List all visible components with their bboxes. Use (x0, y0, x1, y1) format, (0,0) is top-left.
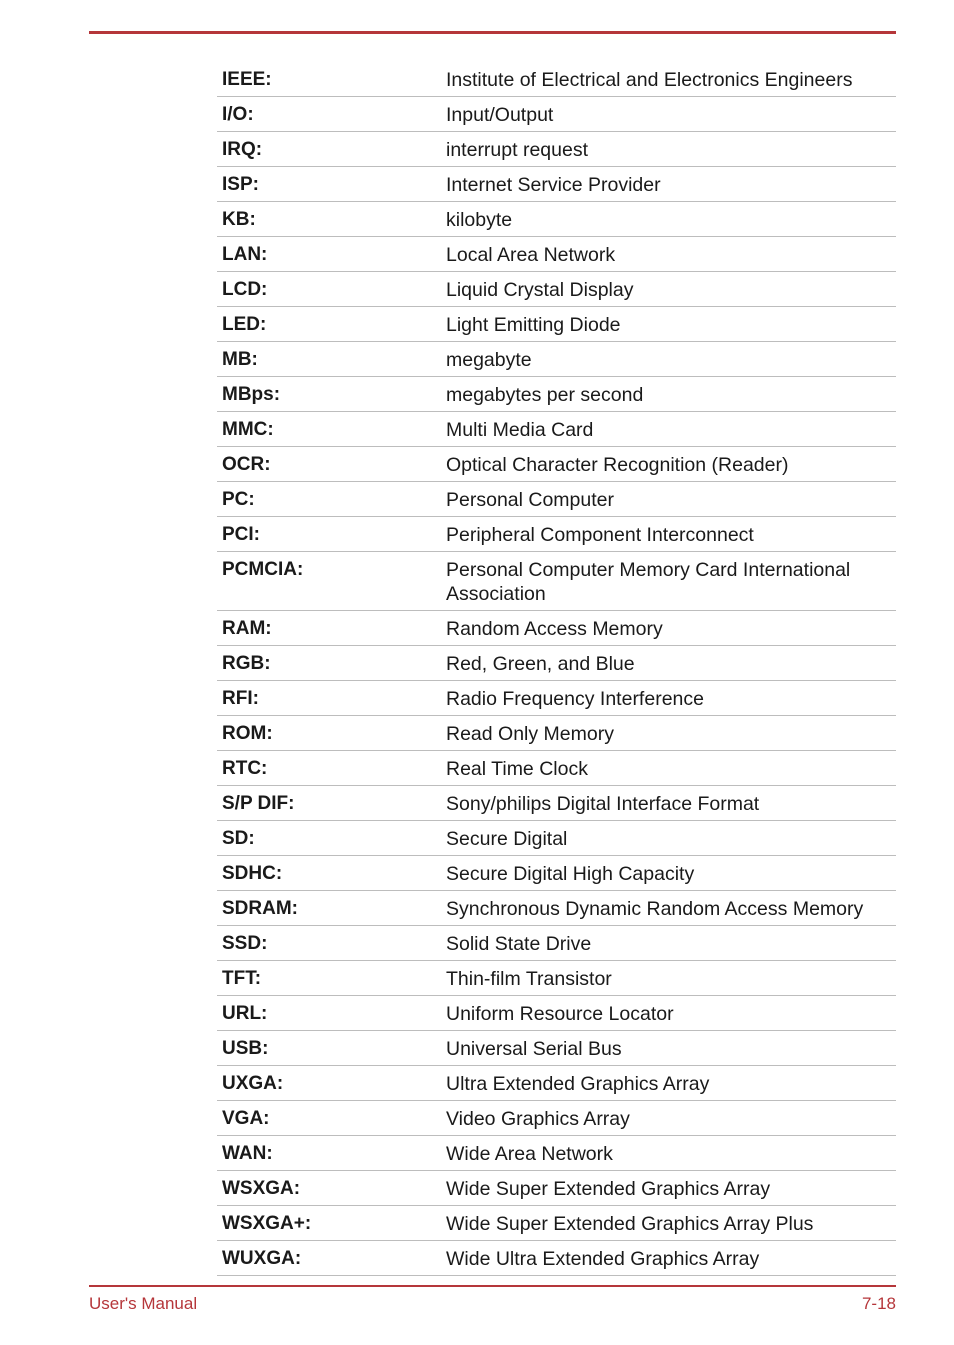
glossary-term: WUXGA: (222, 1248, 302, 1269)
glossary-definition: Peripheral Component Interconnect (446, 524, 754, 546)
glossary-definition: Red, Green, and Blue (446, 653, 635, 675)
glossary-term: USB: (222, 1038, 269, 1059)
glossary-definition: Synchronous Dynamic Random Access Memory (446, 898, 864, 920)
glossary-row (217, 786, 896, 821)
glossary-term: SDHC: (222, 863, 283, 884)
glossary-term: RAM: (222, 618, 272, 639)
glossary-row (217, 646, 896, 681)
glossary-row (217, 611, 896, 646)
glossary-row (217, 821, 896, 856)
glossary-definition: megabytes per second (446, 384, 644, 406)
glossary-term: IEEE: (222, 69, 272, 90)
glossary-term: RTC: (222, 758, 268, 779)
glossary-row (217, 751, 896, 786)
glossary-definition: Secure Digital High Capacity (446, 863, 695, 885)
glossary-row (217, 716, 896, 751)
glossary-definition: Radio Frequency Interference (446, 688, 704, 710)
glossary-term: SDRAM: (222, 898, 298, 919)
glossary-term: SD: (222, 828, 255, 849)
glossary-term: MBps: (222, 384, 281, 405)
glossary-term: WSXGA+: (222, 1213, 312, 1234)
glossary-row (217, 1136, 896, 1171)
glossary-definition: Input/Output (446, 104, 554, 126)
glossary-term: WSXGA: (222, 1178, 301, 1199)
glossary-definition: Liquid Crystal Display (446, 279, 634, 301)
glossary-term: LED: (222, 314, 267, 335)
glossary-definition: Institute of Electrical and Electronics Engineers (446, 69, 853, 91)
glossary-definition: Real Time Clock (446, 758, 588, 780)
glossary-term: ISP: (222, 174, 259, 195)
glossary-row (217, 1241, 896, 1276)
glossary-definition: kilobyte (446, 209, 513, 231)
glossary-term: PCMCIA: (222, 559, 304, 580)
glossary-row (217, 1066, 896, 1101)
glossary-row (217, 272, 896, 307)
glossary-definition: megabyte (446, 349, 532, 371)
glossary-term: MB: (222, 349, 258, 370)
glossary-definition: Wide Ultra Extended Graphics Array (446, 1248, 760, 1270)
glossary-row (217, 856, 896, 891)
glossary-term: LCD: (222, 279, 268, 300)
glossary-row (217, 237, 896, 272)
glossary-row (217, 412, 896, 447)
glossary-definition: Thin-film Transistor (446, 968, 612, 990)
glossary-row (217, 996, 896, 1031)
glossary-row (217, 447, 896, 482)
glossary-definition: Wide Super Extended Graphics Array Plus (446, 1213, 814, 1235)
glossary-row (217, 167, 896, 202)
glossary-definition: Sony/philips Digital Interface Format (446, 793, 760, 815)
glossary-row (217, 1101, 896, 1136)
glossary-definition: Solid State Drive (446, 933, 592, 955)
glossary-row (217, 62, 896, 97)
glossary-definition: Wide Area Network (446, 1143, 613, 1165)
footer-manual-title: User's Manual (89, 1294, 198, 1313)
footer-page-number: 7-18 (861, 1294, 896, 1313)
glossary-definition: Personal Computer (446, 489, 614, 511)
glossary-definition: Personal Computer Memory Card International Association (446, 559, 851, 605)
glossary-row (217, 307, 896, 342)
glossary-term: RFI: (222, 688, 259, 709)
glossary-definition: Read Only Memory (446, 723, 614, 745)
glossary-row (217, 961, 896, 996)
glossary-term: VGA: (222, 1108, 270, 1129)
glossary-definition: Optical Character Recognition (Reader) (446, 454, 789, 476)
header-rule (89, 31, 896, 34)
glossary-definition: Internet Service Provider (446, 174, 661, 196)
glossary-row (217, 891, 896, 926)
glossary-term: OCR: (222, 454, 271, 475)
glossary-term: LAN: (222, 244, 268, 265)
glossary-table (217, 62, 896, 1276)
glossary-row (217, 342, 896, 377)
glossary-term: IRQ: (222, 139, 263, 160)
glossary-row (217, 1206, 896, 1241)
glossary-row (217, 1171, 896, 1206)
glossary-definition: Secure Digital (446, 828, 568, 850)
glossary-row (217, 377, 896, 412)
glossary-term: TFT: (222, 968, 262, 989)
footer-rule (89, 1285, 896, 1287)
glossary-definition: Light Emitting Diode (446, 314, 621, 336)
glossary-row (217, 517, 896, 552)
glossary-row (217, 1031, 896, 1066)
glossary-definition: Multi Media Card (446, 419, 594, 441)
glossary-term: KB: (222, 209, 256, 230)
glossary-term: ROM: (222, 723, 273, 744)
glossary-term: URL: (222, 1003, 268, 1024)
glossary-row (217, 552, 896, 611)
glossary-term: RGB: (222, 653, 271, 674)
glossary-definition: Ultra Extended Graphics Array (446, 1073, 710, 1095)
glossary-term: SSD: (222, 933, 268, 954)
glossary-definition: Wide Super Extended Graphics Array (446, 1178, 771, 1200)
glossary-definition: Universal Serial Bus (446, 1038, 622, 1060)
glossary-term: PCI: (222, 524, 260, 545)
glossary-row (217, 132, 896, 167)
glossary-term: PC: (222, 489, 255, 510)
glossary-row (217, 97, 896, 132)
glossary-term: S/P DIF: (222, 793, 295, 814)
glossary-row (217, 681, 896, 716)
glossary-row (217, 926, 896, 961)
glossary-definition: interrupt request (446, 139, 588, 161)
glossary-row (217, 482, 896, 517)
glossary-row (217, 202, 896, 237)
glossary-term: UXGA: (222, 1073, 284, 1094)
glossary-definition: Local Area Network (446, 244, 616, 266)
glossary-term: I/O: (222, 104, 254, 125)
glossary-term: WAN: (222, 1143, 273, 1164)
glossary-term: MMC: (222, 419, 274, 440)
glossary-definition: Video Graphics Array (446, 1108, 630, 1130)
glossary-definition: Random Access Memory (446, 618, 663, 640)
glossary-definition: Uniform Resource Locator (446, 1003, 674, 1025)
